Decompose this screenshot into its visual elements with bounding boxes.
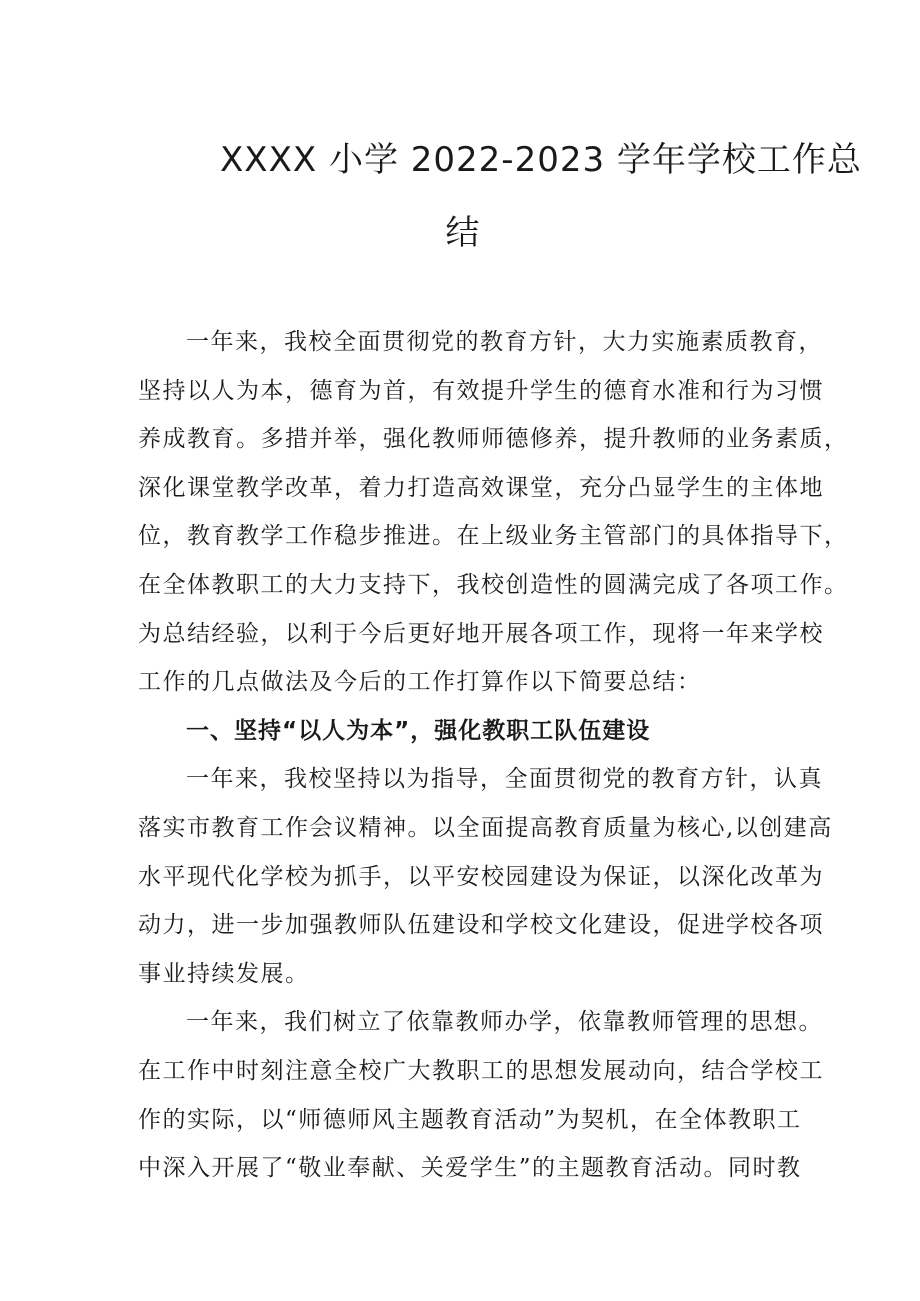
paragraph-line: 深化课堂教学改革，着力打造高效课堂，充分凸显学生的主体地	[138, 474, 824, 501]
document-body	[138, 318, 849, 1193]
paragraph-line: 落实市教育工作会议精神。以全面提高教育质量为核心,以创建高	[138, 814, 833, 841]
document-title-line-1: XXXX 小学 2022-2023 学年学校工作总	[220, 140, 862, 180]
paragraph-line: 水平现代化学校为抓手，以平安校园建设为保证，以深化改革为	[138, 863, 824, 890]
paragraph-line: 为总结经验，以利于今后更好地开展各项工作，现将一年来学校	[138, 620, 824, 647]
paragraph-line: 坚持以人为本，德育为首，有效提升学生的德育水准和行为习惯	[138, 377, 824, 404]
paragraph-line: 一年来，我们树立了依靠教师办学，依靠教师管理的思想。	[186, 1009, 823, 1036]
paragraph-line: 中深入开展了“敬业奉献、关爱学生”的主题教育活动。同时教	[138, 1155, 802, 1182]
paragraph-line: 一年来，我校全面贯彻党的教育方针，大力实施素质教育，	[186, 329, 823, 355]
paragraph-line: 在全体教职工的大力支持下，我校创造性的圆满完成了各项工作。	[138, 571, 849, 598]
document-title-line-2: 结	[445, 213, 481, 253]
paragraph-line: 一年来，我校坚持以为指导，全面贯彻党的教育方针，认真	[186, 766, 823, 793]
paragraph-line: 位，教育教学工作稳步推进。在上级业务主管部门的具体指导下，	[138, 523, 849, 550]
paragraph-line: 工作的几点做法及今后的工作打算作以下简要总结：	[138, 669, 702, 696]
section-heading: 一、坚持“以人为本”，强化教职工队伍建设	[186, 717, 651, 744]
paragraph-line: 养成教育。多措并举，强化教师师德修养，提升教师的业务素质，	[138, 426, 849, 453]
paragraph-line: 动力，进一步加强教师队伍建设和学校文化建设，促进学校各项	[138, 912, 824, 939]
paragraph-line: 在工作中时刻注意全校广大教职工的思想发展动向，结合学校工	[138, 1057, 824, 1084]
paragraph-line: 作的实际，以“师德师风主题教育活动”为契机，在全体教职工	[138, 1106, 802, 1133]
paragraph-line: 事业持续发展。	[138, 960, 310, 987]
